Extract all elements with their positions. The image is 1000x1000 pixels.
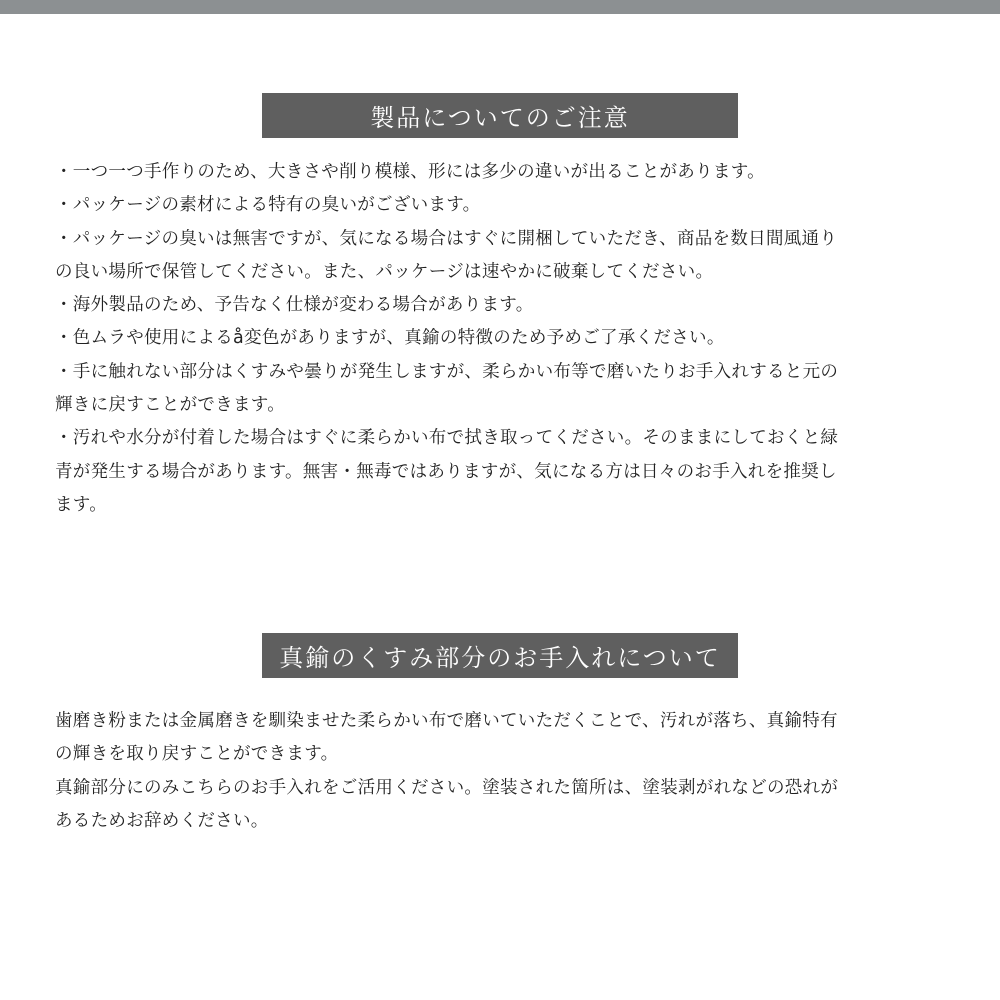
text-line: ・手に触れない部分はくすみや曇りが発生しますが、柔らかい布等で磨いたりお手入れすると元の bbox=[55, 361, 839, 382]
product-notes-text bbox=[55, 156, 950, 522]
text-line: ・一つ一つ手作りのため、大きさや削り模様、形には多少の違いが出ることがあります。 bbox=[55, 162, 765, 182]
text-line: の良い場所で保管してください。また、パッケージは速やかに破棄してください。 bbox=[55, 261, 714, 282]
text-line: 歯磨き粉または金属磨きを馴染ませた柔らかい布で磨いていただくことで、汚れが落ち、真鍮特有 bbox=[55, 711, 838, 731]
section-title: 真鍮のくすみ部分のお手入れについて bbox=[279, 644, 721, 672]
top-bar bbox=[0, 0, 1000, 14]
text-line: ・パッケージの素材による特有の臭いがございます。 bbox=[55, 195, 481, 216]
text-line: ・海外製品のため、予告なく仕様が変わる場合があります。 bbox=[55, 295, 534, 316]
text-line: ・汚れや水分が付着した場合はすぐに柔らかい布で拭き取ってください。そのままにしておくと緑 bbox=[55, 428, 839, 449]
text-line: 輝きに戻すことができます。 bbox=[55, 395, 285, 416]
section-heading-brass-care bbox=[262, 633, 738, 678]
section-title: 製品についてのご注意 bbox=[370, 104, 630, 132]
text-line: ます。 bbox=[55, 494, 107, 515]
text-line: の輝きを取り戻すことができます。 bbox=[55, 744, 339, 765]
text-line: ・パッケージの臭いは無害ですが、気になる場合はすぐに開梱していただき、商品を数日間風通り bbox=[55, 228, 838, 249]
text-line: ・色ムラや使用によるå変色がありますが、真鍮の特徴のため予めご了承ください。 bbox=[55, 328, 725, 349]
text-line: あるためお辞めください。 bbox=[55, 810, 269, 831]
brass-care-text bbox=[55, 705, 950, 838]
text-line: 真鍮部分にのみこちらのお手入れをご活用ください。塗装された箇所は、塗装剥がれなどの恐れが bbox=[55, 777, 839, 798]
section-heading-product-notes bbox=[262, 93, 738, 138]
text-line: 青が発生する場合があります。無害・無毒ではありますが、気になる方は日々のお手入れを推奨し bbox=[55, 461, 837, 482]
